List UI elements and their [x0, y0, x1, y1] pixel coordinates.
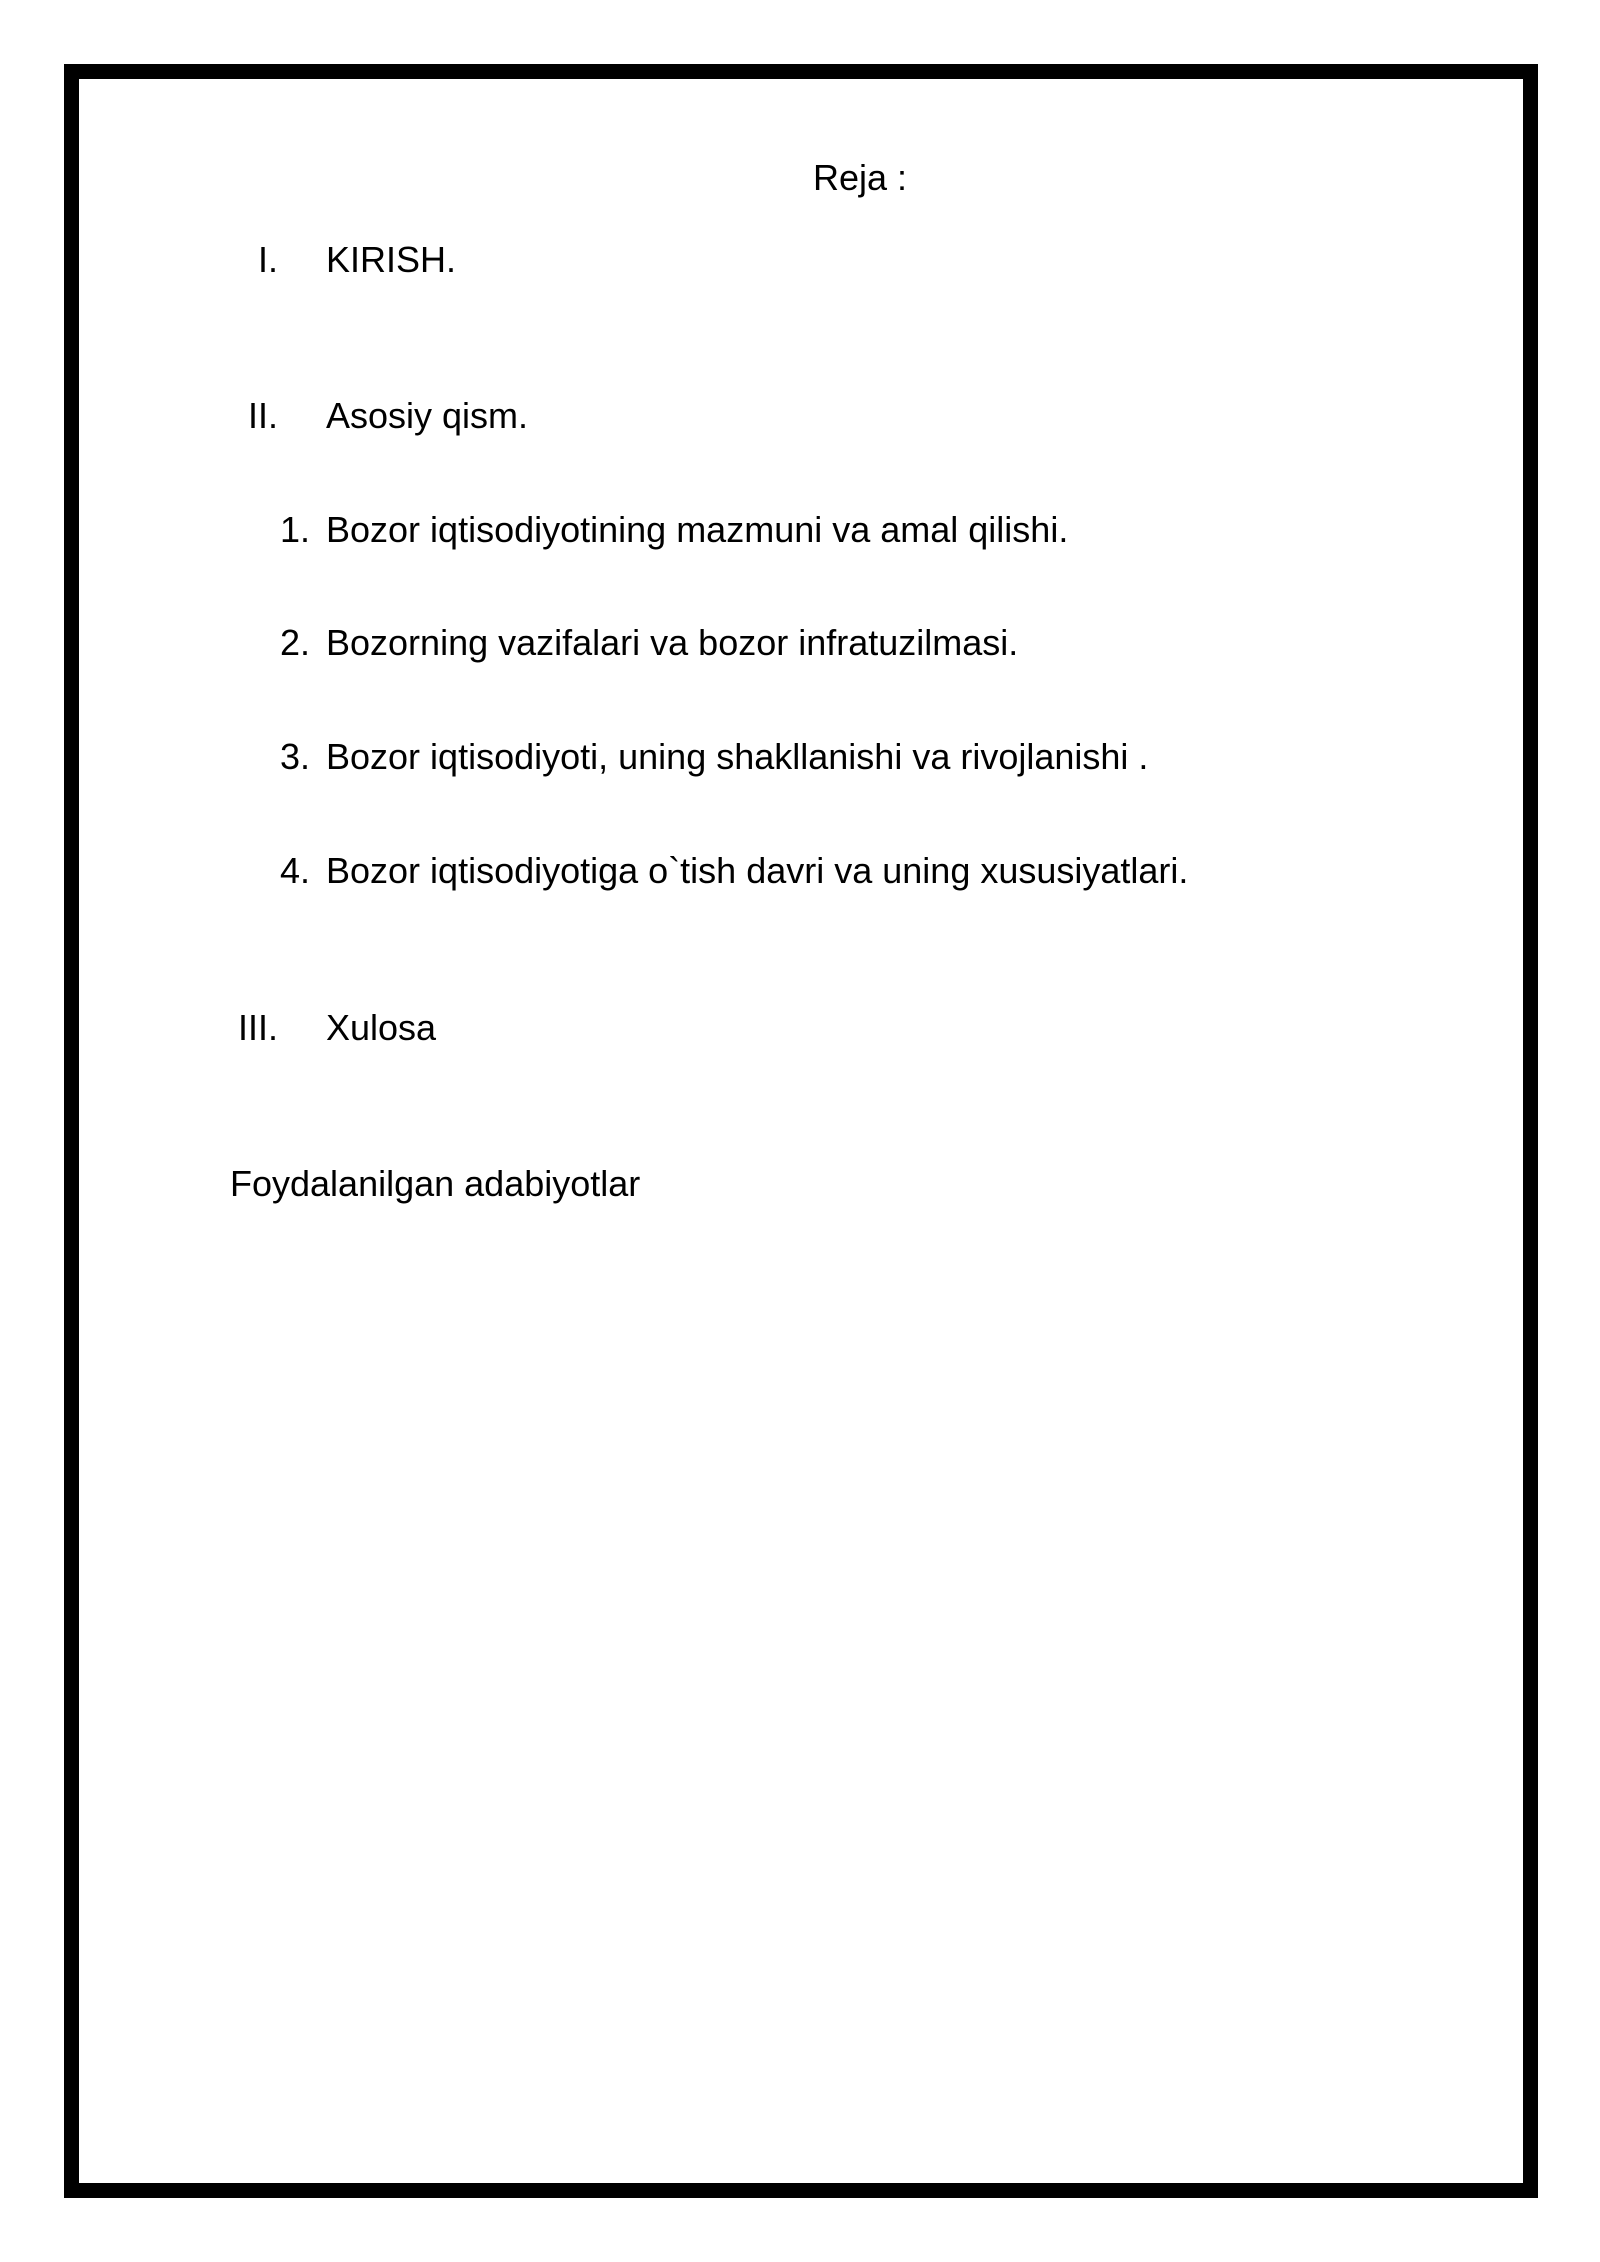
section-text: KIRISH. [326, 239, 457, 280]
references-heading: Foydalanilgan adabiyotlar [230, 1163, 641, 1204]
section-text: Xulosa [326, 1007, 437, 1048]
subitem-marker: 1. [279, 509, 310, 550]
document-title: Reja : [813, 157, 908, 198]
subitem-marker: 2. [279, 622, 310, 663]
subitem-marker: 3. [279, 736, 310, 777]
subitem-text: Bozor iqtisodiyotining mazmuni va amal qilishi. [326, 509, 1069, 550]
section-marker: III. [237, 1007, 278, 1048]
section-text: Asosiy qism. [326, 395, 529, 436]
section-marker: I. [257, 239, 278, 280]
page-border [64, 64, 1538, 2198]
subitem-text: Bozor iqtisodiyoti, uning shakllanishi va rivojlanishi . [326, 736, 1149, 777]
subitem-text: Bozor iqtisodiyotiga o`tish davri va uning xususiyatlari. [326, 850, 1189, 891]
section-marker: II. [247, 395, 278, 436]
subitem-text: Bozorning vazifalari va bozor infratuzilmasi. [326, 622, 1019, 663]
subitem-marker: 4. [279, 850, 310, 891]
